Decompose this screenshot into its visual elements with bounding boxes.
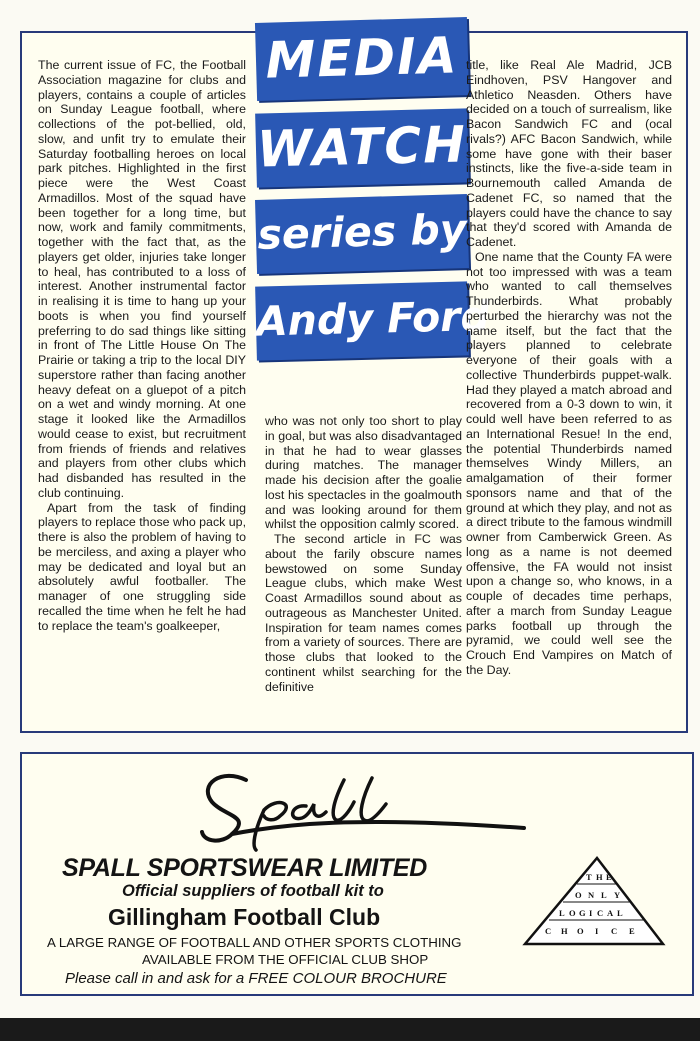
svg-text:I: I — [595, 926, 599, 936]
clothing-range-line: A LARGE RANGE OF FOOTBALL AND OTHER SPORTS CLOTHING — [47, 935, 462, 950]
club-name: Gillingham Football Club — [108, 904, 381, 930]
svg-text:E: E — [606, 872, 612, 882]
article-paragraph: Apart from the task of finding players to replace those who pack up, there is also the problem of having to be merciless, and axing a player who may be dedicated and loyal but an absolutely awful footballer. The manager of one struggling side recalled the time when he felt he had to replace the team's goalkeeper, — [38, 500, 246, 633]
page-bottom-strip — [0, 1018, 700, 1041]
article-paragraph: One name that the County FA were not too impressed with was a team who wanted to call themselves Thunderbirds. What probably perturbed the hierarchy was not the name itself, but the fact that the players planned to celebrate everyone of their goals with a collective Thunderbirds puppet-walk. Had they played a match abroad and recovered from a 0-3 down to win, it could well have been referred to as an International Resue! In the end, the potential Thunderbirds named themselves Windy Millers, an amalgamation of their former sponsors name and that of the ground at which they play, and not as a direct tribute to the famous windmill owner from Camberwick Green. As long as a name is not deemed offensive, the FA would not insist upon a change so, who knows, in a couple of decades time perhaps, after a march from Sunday League parks football up through the pyramid, we could well see the Crouch End Vampires on Match of the Day. — [466, 249, 672, 677]
svg-text:O: O — [577, 926, 584, 936]
svg-text:O: O — [569, 908, 576, 918]
svg-text:L: L — [559, 908, 565, 918]
spall-advert — [20, 752, 694, 996]
svg-text:C: C — [545, 926, 552, 936]
svg-text:Y: Y — [614, 890, 621, 900]
watch-title-block: WATCH — [255, 108, 469, 187]
svg-text:O: O — [575, 890, 582, 900]
article-paragraph: The current issue of FC, the Football Association magazine for clubs and players, contains a couple of articles on Sunday League football, where collections of the pot-bellied, old, slow, and unfit try to emulate their Saturday footballing heroes on local park pitches. Highlighted in the first piece were the West Coast Armadillos. Most of the squad have been together for a long time, but now, work and family commitments, together with the fact that, as the players get older, injuries take longer to heal, has contributed to a loss of interest. Another instrumental factor in realising it is time to hang up your boots is when you find yourself preferring to do sad things like sitting in front of The Little House On The Prairie or taking a trip to the local DIY superstore rather than facing another heavy defeat on a gluepot of a pitch on a wet and windy morning. At one stage it looked like the Armadillos would cease to exist, but recruitment from friends of friends and relatives and players from other clubs which had disbanded has resulted in the club continuing. — [38, 58, 246, 500]
svg-text:T: T — [586, 872, 592, 882]
article-column-2 — [265, 414, 462, 724]
spall-signature-logo — [194, 770, 534, 852]
article-column-3 — [466, 58, 672, 723]
article-panel — [20, 26, 688, 733]
svg-text:L: L — [617, 908, 623, 918]
article-column-1 — [38, 58, 246, 723]
official-supplier-line: Official suppliers of football kit to — [122, 882, 384, 900]
svg-text:H: H — [596, 872, 603, 882]
article-paragraph: title, like Real Ale Madrid, JCB Eindhoven, PSV Hangover and Athletico Neasden. Others have decided on a touch of surrealism, like Bacon Sandwich FC and (ocal rivals?) AFC Bacon Sandwich, while some have gone with their baser instincts, like the five-a-side team in Bournemouth called Amanda de Cadenet FC, so named that the players could have the chance to say that they'd scored with Amanda de Cadenet. — [466, 58, 672, 249]
brochure-line: Please call in and ask for a FREE COLOUR BROCHURE — [65, 970, 447, 987]
logical-choice-triangle-logo — [519, 854, 667, 954]
svg-text:H: H — [561, 926, 568, 936]
club-shop-line: AVAILABLE FROM THE OFFICIAL CLUB SHOP — [142, 952, 429, 967]
svg-text:G: G — [579, 908, 586, 918]
article-paragraph: The second article in FC was about the farily obscure names bewstowed on some Sunday League clubs, which make West Coast Armadillos sound about as outrageous as Manchester United. Inspiration for team names comes from a variety of sources. There are those clubs that looked to the continent whilst searching for the definitive — [265, 532, 462, 694]
article-paragraph: who was not only too short to play in goal, but was also disadvantaged in that he had to wear glasses during matches. The manager made his decision after the goalie lost his spectacles in the goalmouth and was looking around for them whilst the opposition calmly scored. — [265, 414, 462, 532]
svg-text:E: E — [629, 926, 635, 936]
svg-text:L: L — [601, 890, 607, 900]
series-by-block: series by — [255, 194, 469, 274]
author-name-block: Andy Ford — [255, 281, 469, 360]
svg-text:C: C — [597, 908, 604, 918]
svg-text:I: I — [589, 908, 593, 918]
svg-text:A: A — [607, 908, 614, 918]
svg-text:N: N — [588, 890, 595, 900]
company-name: SPALL SPORTSWEAR LIMITED — [62, 854, 428, 882]
media-title-block: MEDIA — [255, 17, 469, 101]
svg-text:C: C — [611, 926, 618, 936]
